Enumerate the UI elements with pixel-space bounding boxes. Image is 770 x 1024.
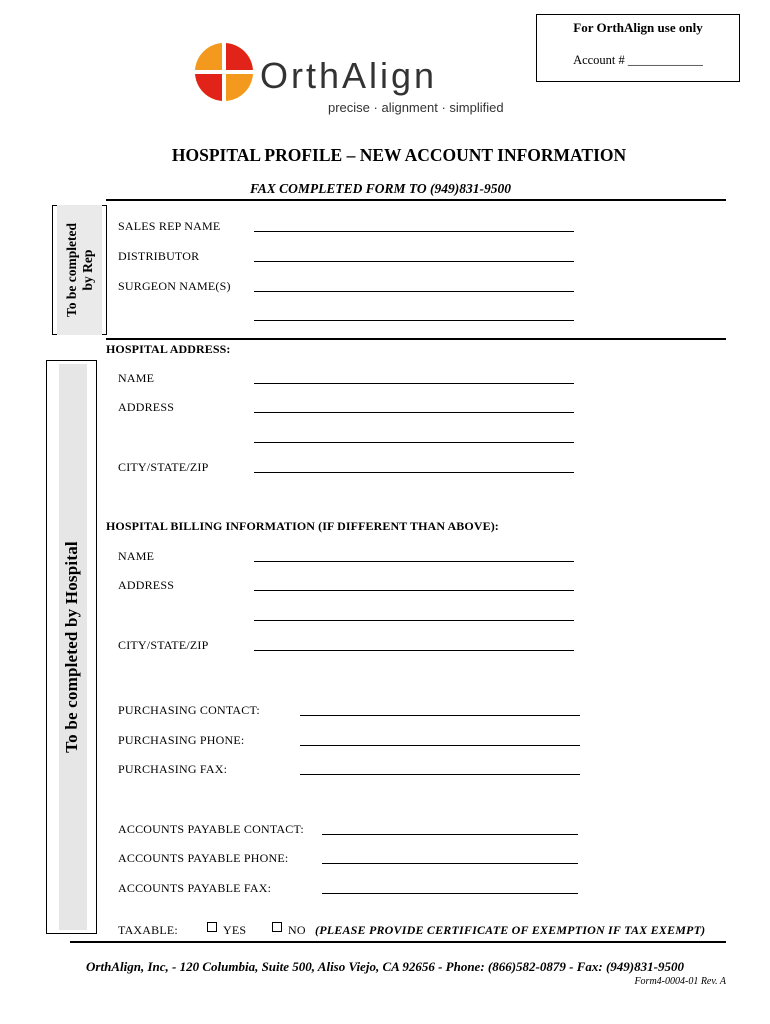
purchasing-contact-field[interactable]: [300, 715, 580, 716]
office-use-title: For OrthAlign use only: [573, 20, 703, 35]
orthalign-logo: [192, 38, 512, 120]
taxable-yes-label: YES: [223, 923, 247, 937]
billing-name-label: NAME: [118, 549, 155, 563]
hospital-address-field-2[interactable]: [254, 442, 574, 443]
form-number: Form4-0004-01 Rev. A: [634, 976, 726, 987]
purchasing-fax-label: PURCHASING FAX:: [118, 762, 228, 776]
account-number-field[interactable]: Account # ____________: [573, 53, 703, 67]
ap-phone-label: ACCOUNTS PAYABLE PHONE:: [118, 851, 289, 865]
purchasing-contact-label: PURCHASING CONTACT:: [118, 703, 260, 717]
billing-city-label: CITY/STATE/ZIP: [118, 638, 209, 652]
distributor-label: DISTRIBUTOR: [118, 249, 200, 263]
taxable-yes-checkbox[interactable]: [207, 922, 217, 932]
hospital-address-heading: HOSPITAL ADDRESS:: [106, 342, 231, 356]
ap-contact-field[interactable]: [322, 834, 578, 835]
fax-instruction: FAX COMPLETED FORM TO (949)831-9500: [250, 181, 512, 196]
billing-city-field[interactable]: [254, 650, 574, 651]
billing-address-field[interactable]: [254, 590, 574, 591]
distributor-field[interactable]: [254, 261, 574, 262]
ap-fax-field[interactable]: [322, 893, 578, 894]
divider: [70, 941, 726, 943]
billing-name-field[interactable]: [254, 561, 574, 562]
sales-rep-field[interactable]: [254, 231, 574, 232]
surgeon-field[interactable]: [254, 291, 574, 292]
divider: [106, 338, 726, 340]
taxable-label: TAXABLE:: [118, 923, 178, 937]
hospital-name-label: NAME: [118, 371, 155, 385]
surgeon-label: SURGEON NAME(S): [118, 279, 231, 293]
purchasing-phone-label: PURCHASING PHONE:: [118, 733, 245, 747]
purchasing-phone-field[interactable]: [300, 745, 580, 746]
svg-text:OrthAlign: OrthAlign: [260, 55, 438, 96]
hospital-address-field[interactable]: [254, 412, 574, 413]
hospital-name-field[interactable]: [254, 383, 574, 384]
hospital-city-label: CITY/STATE/ZIP: [118, 460, 209, 474]
form-title: HOSPITAL PROFILE – NEW ACCOUNT INFORMATION: [171, 145, 627, 165]
billing-heading: HOSPITAL BILLING INFORMATION (IF DIFFERENT THAN ABOVE):: [106, 519, 499, 533]
sales-rep-label: SALES REP NAME: [118, 219, 221, 233]
hospital-city-field[interactable]: [254, 472, 574, 473]
rep-side-label: To be completed by Rep: [63, 223, 95, 317]
tax-exempt-note: (PLEASE PROVIDE CERTIFICATE OF EXEMPTION IF TAX EXEMPT): [315, 923, 706, 937]
ap-fax-label: ACCOUNTS PAYABLE FAX:: [118, 881, 272, 895]
taxable-no-checkbox[interactable]: [272, 922, 282, 932]
ap-contact-label: ACCOUNTS PAYABLE CONTACT:: [118, 822, 304, 836]
hospital-side-label: To be completed by Hospital: [61, 541, 81, 753]
svg-text:precise · alignment · simplifi: precise · alignment · simplified: [328, 100, 504, 115]
taxable-no-label: NO: [288, 923, 306, 937]
surgeon-field-2[interactable]: [254, 320, 574, 321]
hospital-address-label: ADDRESS: [118, 400, 175, 414]
divider: [106, 199, 726, 201]
purchasing-fax-field[interactable]: [300, 774, 580, 775]
ap-phone-field[interactable]: [322, 863, 578, 864]
billing-address-field-2[interactable]: [254, 620, 574, 621]
logo-mark-icon: [194, 42, 254, 102]
footer-address: OrthAlign, Inc, - 120 Columbia, Suite 500, Aliso Viejo, CA 92656 - Phone: (866)582-0879 - Fax: (949)831-9500: [86, 959, 684, 974]
billing-address-label: ADDRESS: [118, 578, 175, 592]
